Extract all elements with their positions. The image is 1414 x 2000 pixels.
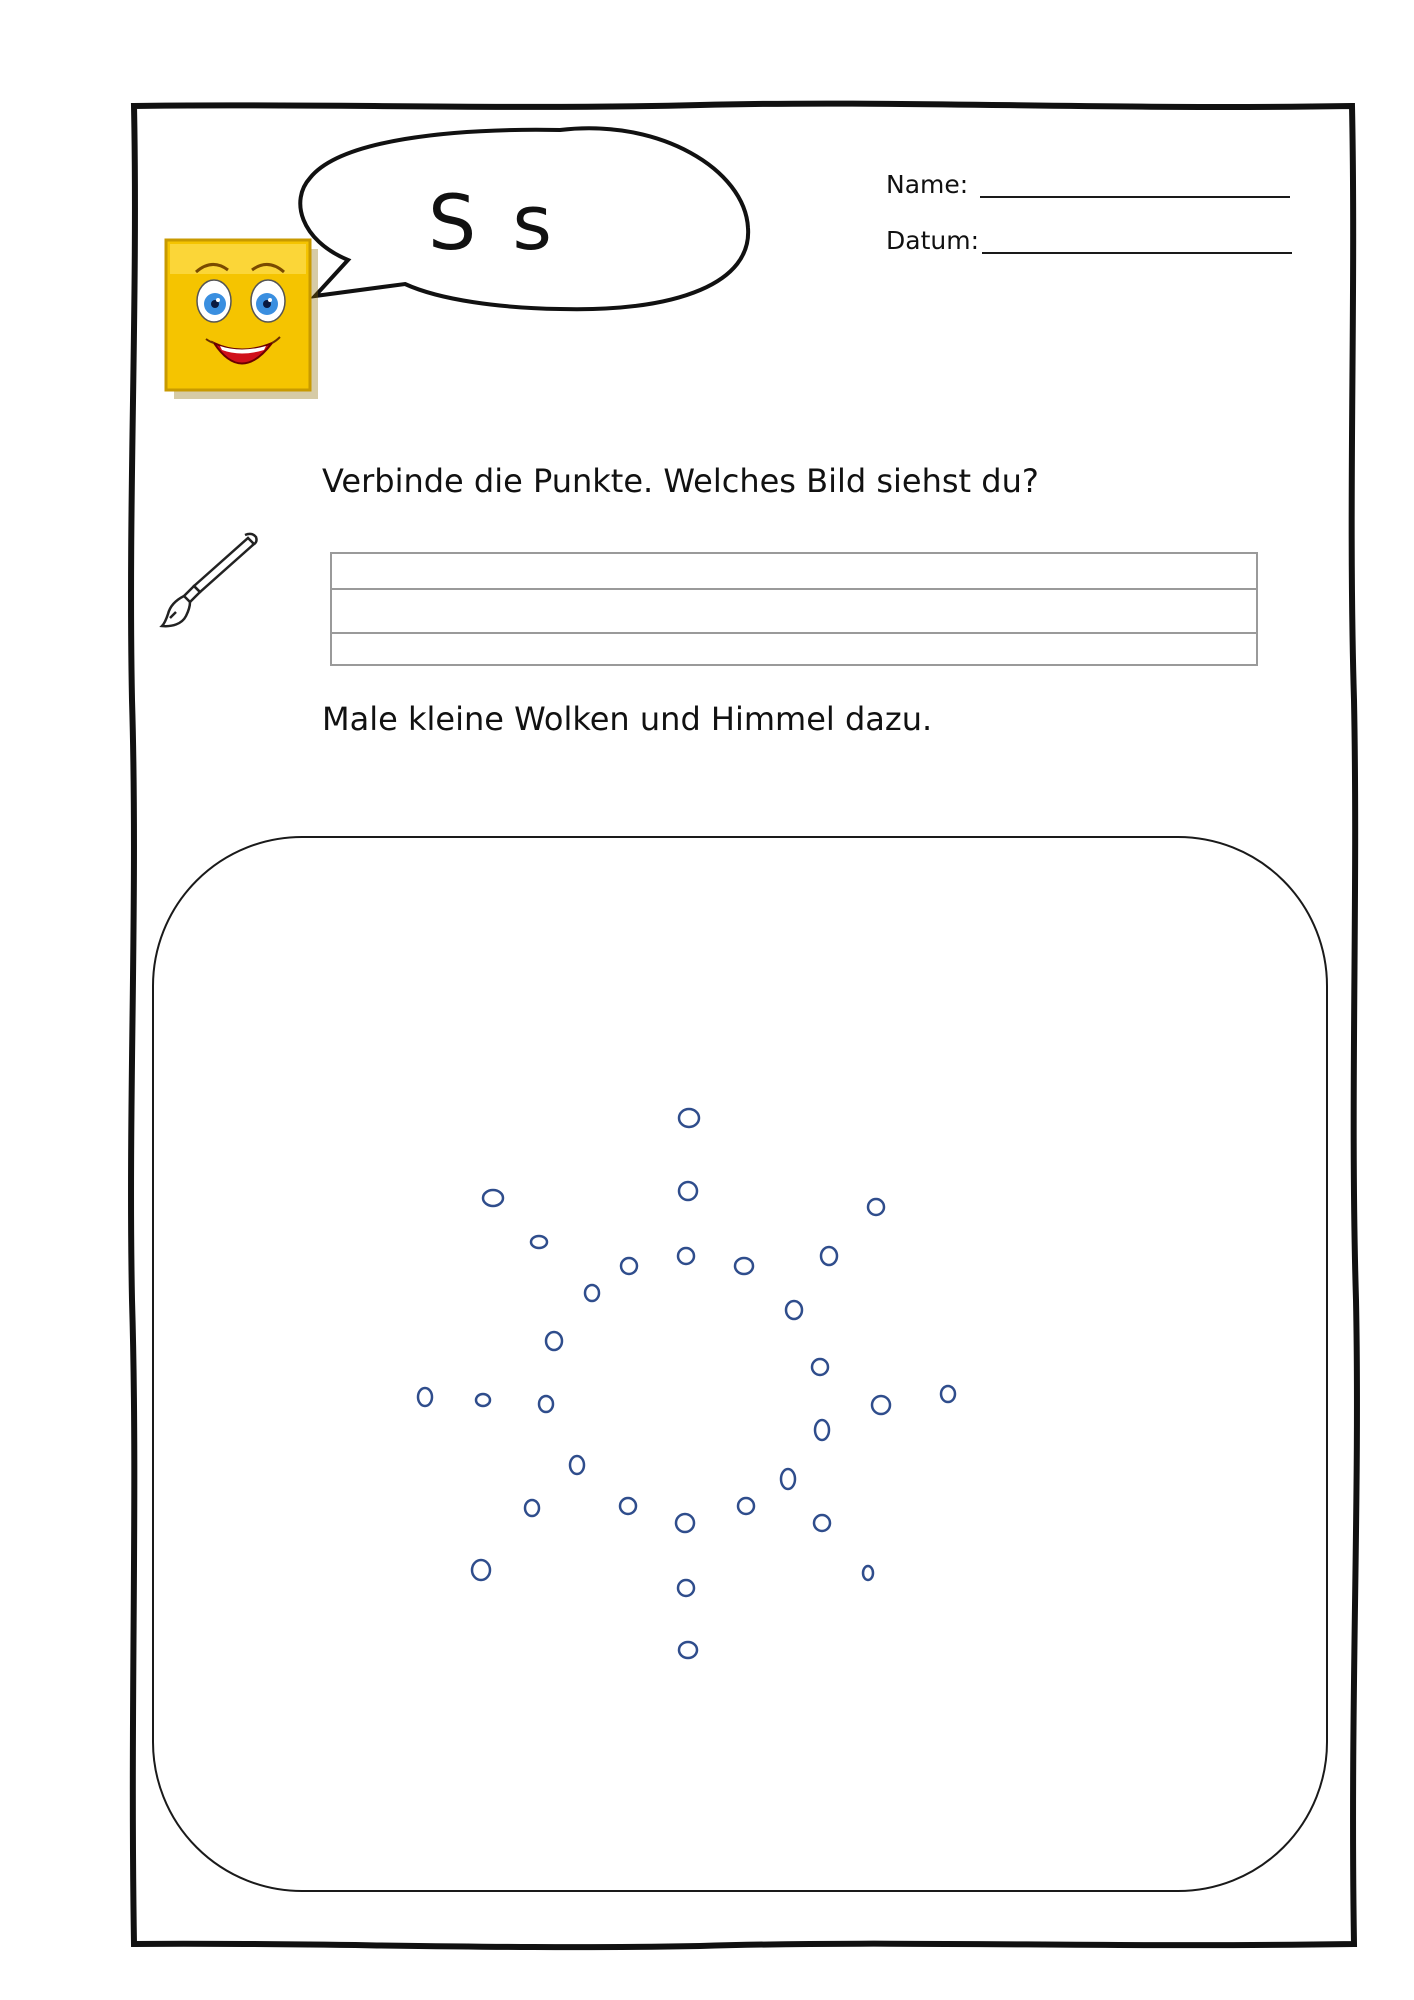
puzzle-dot[interactable] — [863, 1566, 873, 1580]
letter-title: S s — [428, 178, 558, 267]
puzzle-dot[interactable] — [531, 1236, 547, 1248]
puzzle-dot[interactable] — [679, 1642, 697, 1658]
date-label: Datum: — [886, 226, 979, 255]
puzzle-dot[interactable] — [539, 1396, 553, 1412]
puzzle-dot[interactable] — [781, 1469, 795, 1489]
puzzle-dot[interactable] — [815, 1420, 829, 1440]
puzzle-dot[interactable] — [472, 1560, 490, 1580]
puzzle-dot[interactable] — [546, 1332, 562, 1350]
puzzle-dot[interactable] — [735, 1258, 753, 1274]
name-label: Name: — [886, 170, 969, 199]
puzzle-dot[interactable] — [676, 1514, 694, 1532]
puzzle-dot[interactable] — [679, 1109, 699, 1127]
puzzle-dot[interactable] — [941, 1386, 955, 1402]
puzzle-dot[interactable] — [812, 1359, 828, 1375]
puzzle-dot[interactable] — [814, 1515, 830, 1531]
puzzle-dot[interactable] — [525, 1500, 539, 1516]
instruction-draw-clouds: Male kleine Wolken und Himmel dazu. — [322, 700, 933, 738]
puzzle-dot[interactable] — [570, 1456, 584, 1474]
puzzle-dot[interactable] — [418, 1388, 432, 1406]
puzzle-dot[interactable] — [678, 1248, 694, 1264]
puzzle-dot[interactable] — [679, 1182, 697, 1200]
puzzle-dot[interactable] — [786, 1301, 802, 1319]
puzzle-dot[interactable] — [821, 1247, 837, 1265]
puzzle-dot[interactable] — [621, 1258, 637, 1274]
puzzle-dot[interactable] — [476, 1394, 490, 1406]
puzzle-dot[interactable] — [620, 1498, 636, 1514]
puzzle-dot[interactable] — [738, 1498, 754, 1514]
puzzle-dot[interactable] — [872, 1396, 890, 1414]
puzzle-dot[interactable] — [678, 1580, 694, 1596]
puzzle-dot[interactable] — [868, 1199, 884, 1215]
instruction-connect-dots: Verbinde die Punkte. Welches Bild siehst du? — [322, 462, 1039, 500]
puzzle-dot[interactable] — [585, 1285, 599, 1301]
puzzle-dot[interactable] — [483, 1190, 503, 1206]
